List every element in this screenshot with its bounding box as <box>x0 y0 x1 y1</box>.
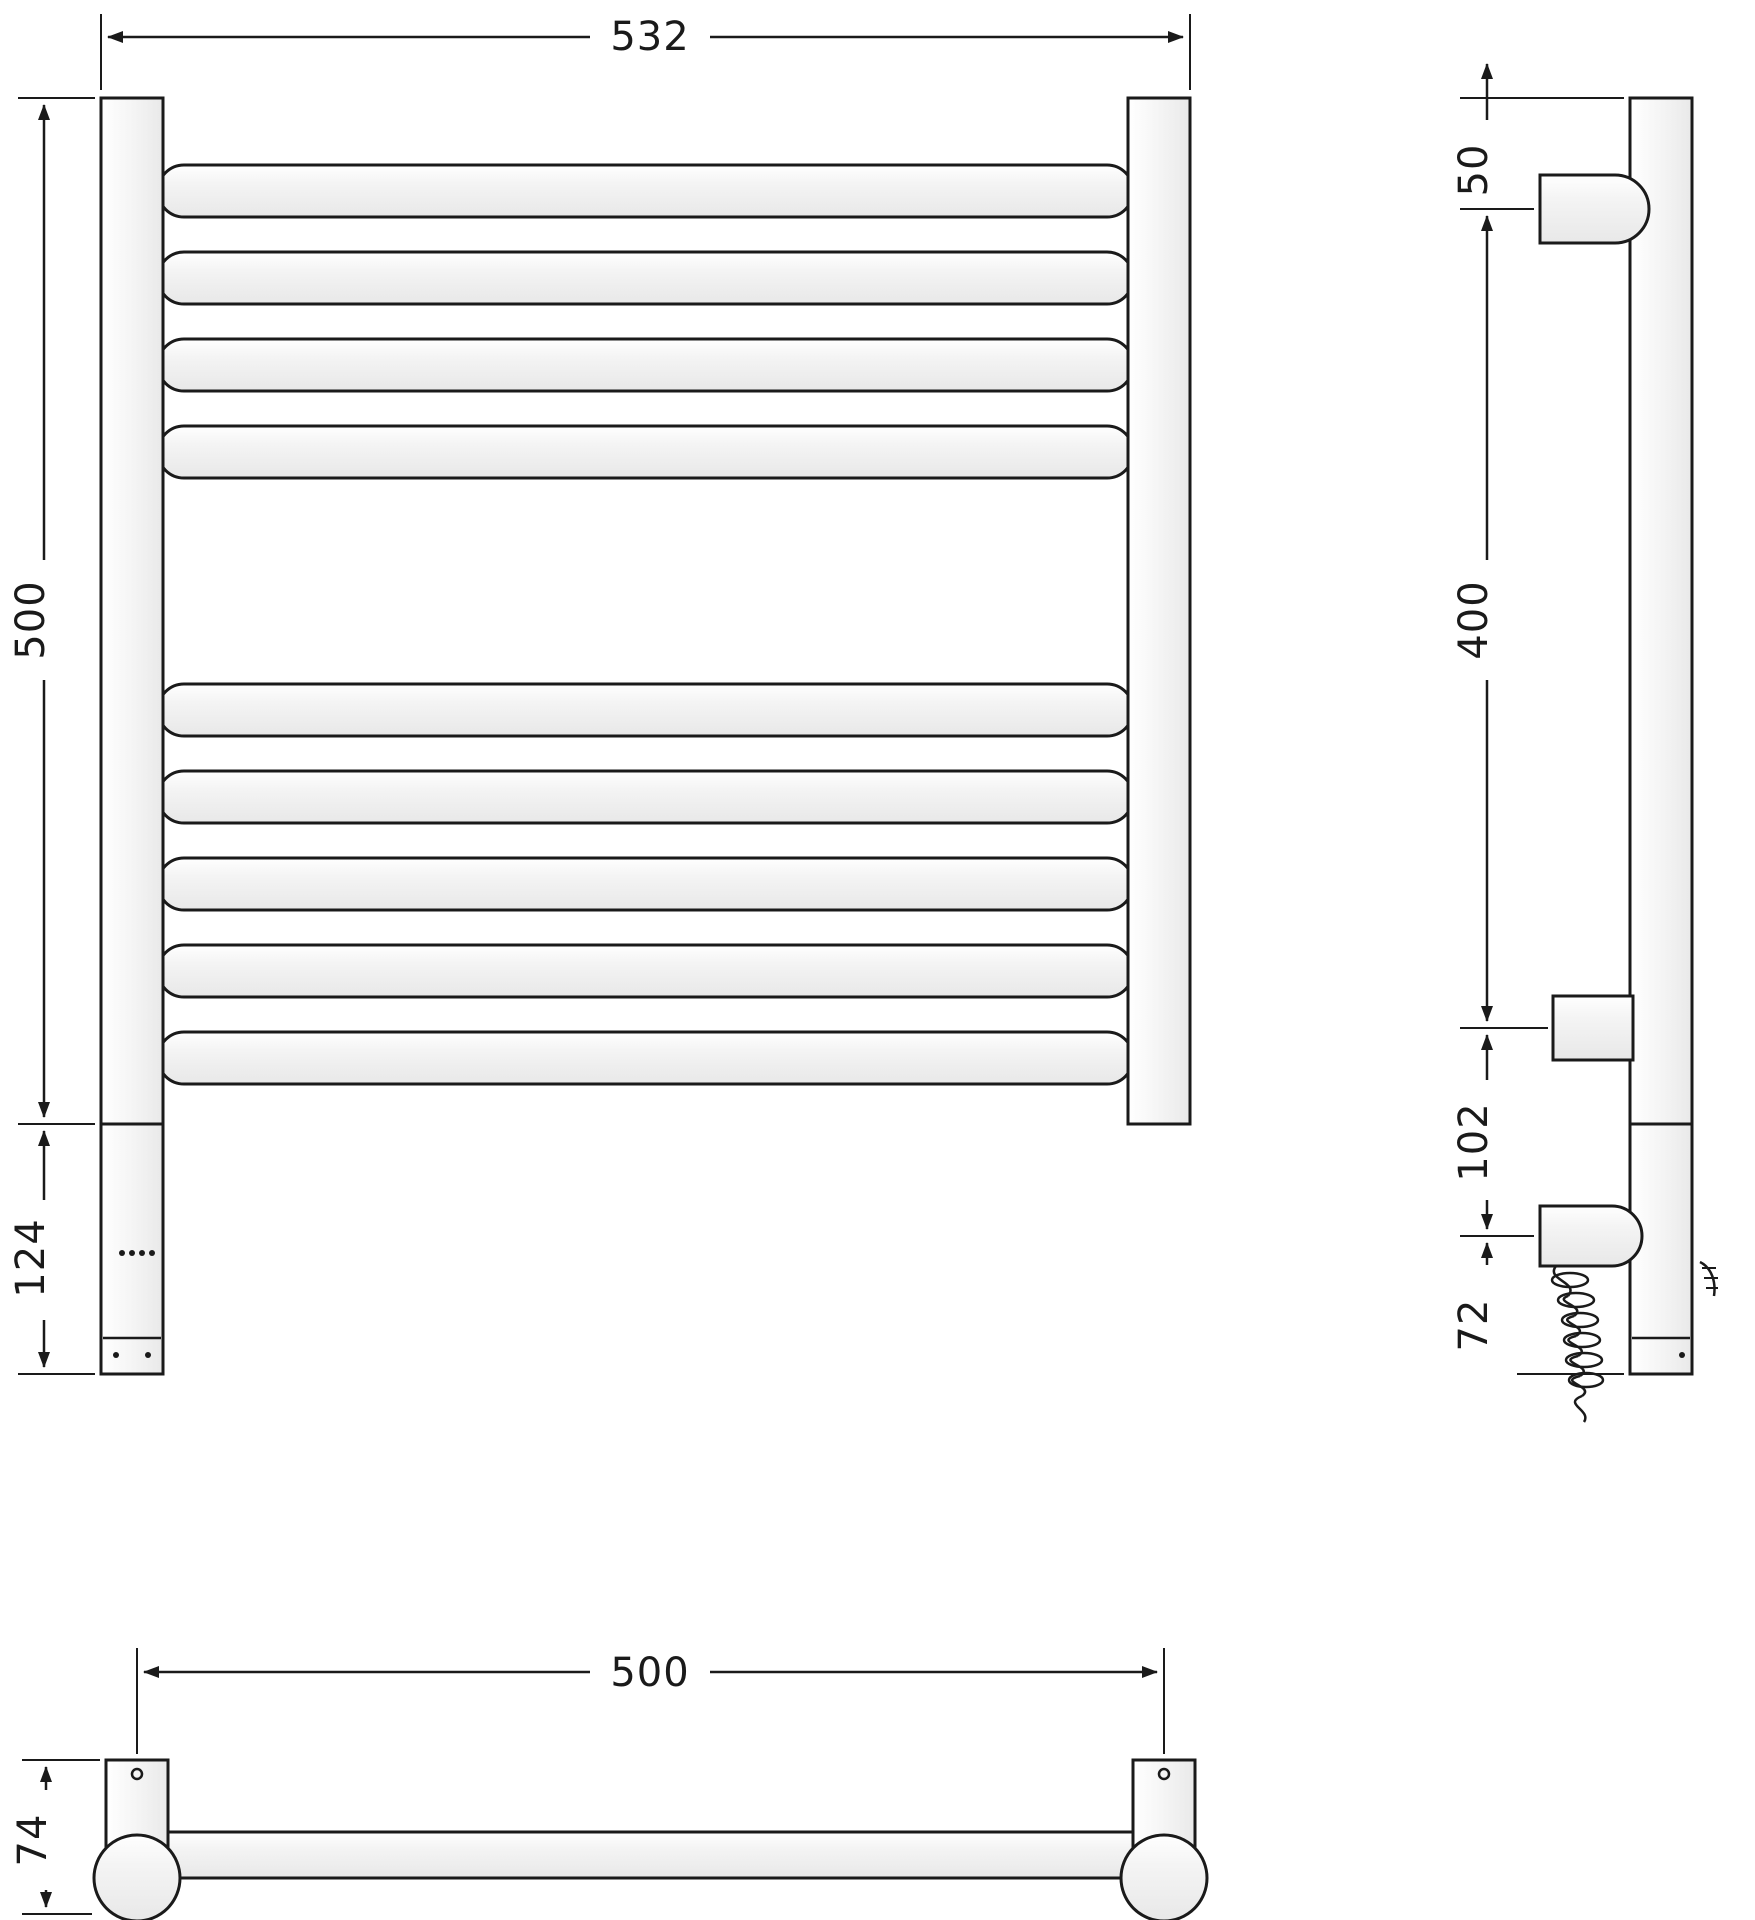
side-view-upper-bracket <box>1540 175 1649 243</box>
dimension-400-height <box>1451 209 1548 1028</box>
dimension-label-74: 74 <box>10 1813 56 1867</box>
dimension-label-72: 72 <box>1451 1298 1497 1352</box>
coiled-cable <box>1552 1266 1603 1422</box>
dimension-label-124: 124 <box>8 1218 54 1298</box>
dimension-label-102: 102 <box>1451 1102 1497 1182</box>
dimension-label-50: 50 <box>1451 143 1497 197</box>
dimension-102-bracket <box>1451 1028 1548 1236</box>
side-view-mid-bracket <box>1553 996 1633 1060</box>
top-view-left-end <box>94 1760 180 1920</box>
top-view <box>94 1760 1207 1920</box>
side-view <box>1540 98 1718 1422</box>
dimension-label-400: 400 <box>1451 580 1497 660</box>
front-view-right-post <box>1128 98 1190 1124</box>
dimension-124-leg <box>8 1124 95 1374</box>
dimension-500-top-width <box>137 1644 1164 1754</box>
front-view-rungs <box>158 165 1133 1084</box>
front-view <box>101 98 1190 1374</box>
dimension-label-532: 532 <box>610 14 690 60</box>
top-view-right-end <box>1121 1760 1207 1920</box>
dimension-500-height <box>8 98 95 1124</box>
dimension-532-width <box>101 8 1190 90</box>
side-base-dots <box>1679 1352 1685 1358</box>
dimension-74-depth <box>10 1760 100 1914</box>
front-view-left-post <box>101 98 163 1374</box>
dimension-label-500-top: 500 <box>610 1650 690 1696</box>
dimension-label-500-height: 500 <box>8 580 54 660</box>
